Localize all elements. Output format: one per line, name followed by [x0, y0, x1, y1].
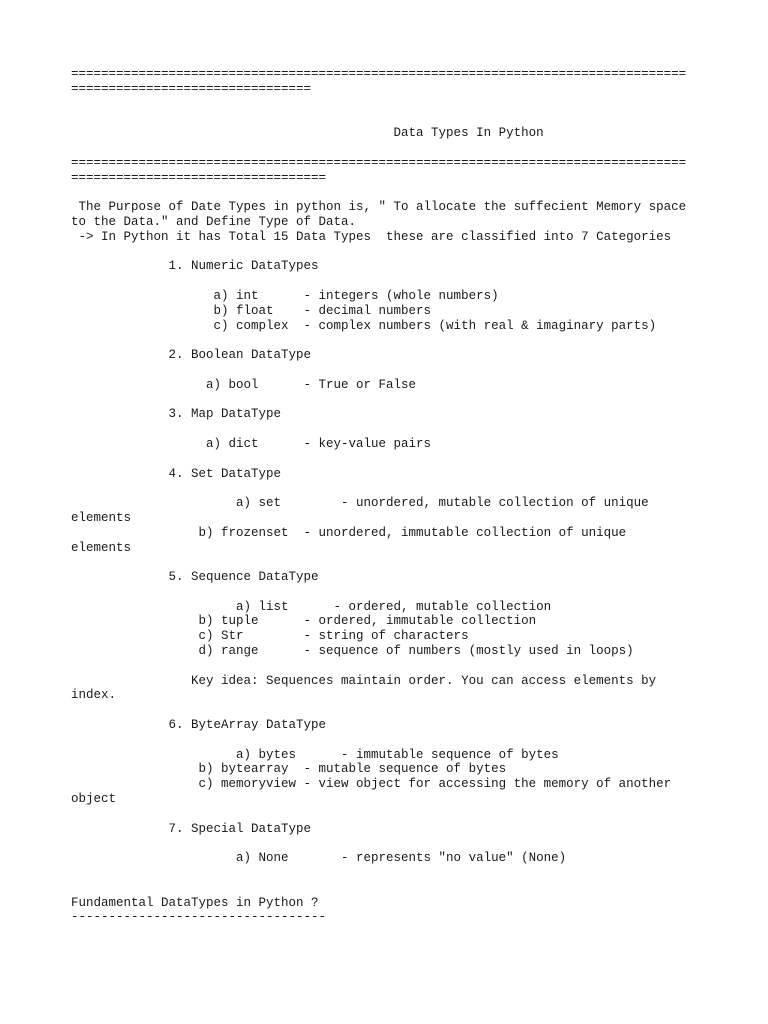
document-line [71, 185, 701, 200]
document-line [71, 555, 701, 570]
document-line [71, 881, 701, 896]
document-line [71, 333, 701, 348]
document-line [71, 866, 701, 881]
document-line [71, 274, 701, 289]
document-line: d) range - sequence of numbers (mostly used in loops) [71, 644, 634, 659]
document-line: b) tuple - ordered, immutable collection [71, 614, 537, 629]
document-line: The Purpose of Date Types in python is, " To allocate the suffecient Memory space [71, 200, 687, 215]
document-line [71, 452, 701, 467]
document-line [71, 245, 701, 260]
document-line: a) set - unordered, mutable collection of unique [71, 496, 649, 511]
document-line: ================================================================================== [71, 155, 687, 170]
document-line [71, 422, 701, 437]
document-line: c) memoryview - view object for accessing the memory of another [71, 777, 672, 792]
document-line [71, 363, 701, 378]
document-line [71, 393, 701, 408]
document-line: b) bytearray - mutable sequence of bytes [71, 762, 507, 777]
document-line: c) complex - complex numbers (with real & imaginary parts) [71, 318, 657, 333]
document-line: b) frozenset - unordered, immutable collection of unique [71, 525, 627, 540]
document-line: index. [71, 688, 117, 703]
document-page [71, 67, 701, 925]
document-line [71, 585, 701, 600]
document-line: Key idea: Sequences maintain order. You can access elements by [71, 673, 657, 688]
document-line: b) float - decimal numbers [71, 303, 432, 318]
document-line: c) Str - string of characters [71, 629, 469, 644]
document-line [71, 97, 701, 112]
document-line: ================================================================================== [71, 67, 687, 81]
document-line: Fundamental DataTypes in Python ? [71, 895, 319, 910]
document-line: a) bytes - immutable sequence of bytes [71, 747, 559, 762]
document-line: a) dict - key-value pairs [71, 436, 432, 451]
document-line [71, 807, 701, 822]
document-line: 6. ByteArray DataType [71, 718, 327, 733]
document-line: 1. Numeric DataTypes [71, 259, 319, 274]
document-line: ---------------------------------- [71, 910, 327, 925]
document-line: elements [71, 510, 132, 525]
document-line [71, 481, 701, 496]
document-line [71, 659, 701, 674]
document-line [71, 836, 701, 851]
document-line [71, 141, 701, 156]
document-line: a) list - ordered, mutable collection [71, 599, 552, 614]
document-line: a) bool - True or False [71, 377, 417, 392]
document-line [71, 733, 701, 748]
document-line [71, 111, 701, 126]
document-line: ================================ [71, 81, 312, 96]
document-line: a) int - integers (whole numbers) [71, 288, 499, 303]
document-line: object [71, 792, 117, 807]
document-line: 7. Special DataType [71, 821, 312, 836]
document-line [71, 703, 701, 718]
document-line: elements [71, 540, 132, 555]
document-line: ================================== [71, 170, 327, 185]
document-line: to the Data." and Define Type of Data. [71, 214, 357, 229]
document-line: a) None - represents "no value" (None) [71, 851, 567, 866]
document-line: Data Types In Python [71, 126, 544, 141]
document-line: -> In Python it has Total 15 Data Types these are classified into 7 Categories [71, 229, 672, 244]
document-line: 3. Map DataType [71, 407, 282, 422]
document-line: 5. Sequence DataType [71, 570, 319, 585]
document-line: 4. Set DataType [71, 466, 282, 481]
document-line: 2. Boolean DataType [71, 348, 312, 363]
